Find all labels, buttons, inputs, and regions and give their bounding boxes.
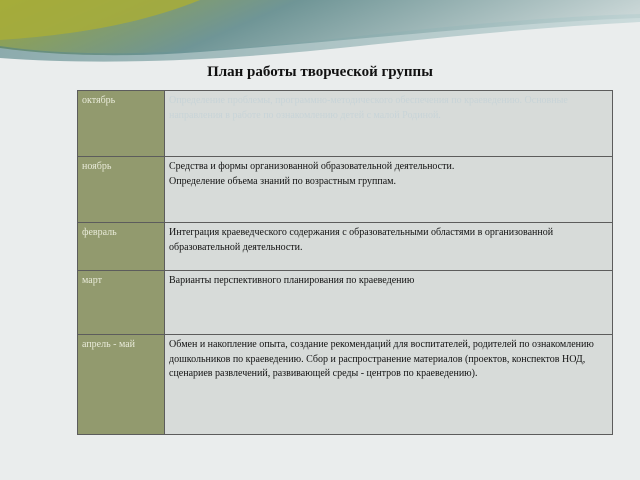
page-title: План работы творческой группы [207, 64, 433, 80]
table-row [78, 271, 613, 335]
task-cell [165, 271, 613, 335]
month-cell: ноябрь [78, 157, 165, 223]
table-row [78, 157, 613, 223]
task-line: Варианты перспективного планирования по краеведению [169, 275, 415, 286]
month-cell: март [78, 271, 165, 335]
table-row [78, 91, 613, 157]
task-line: Обмен и накопление опыта, создание рекомендаций для воспитателей, родителей по ознакомлению дошкольников по краеведению. Сбор и распространение материалов (проектов, конспектов НОД, сценариев развлечений, развивающей среды - центров по краеведению). [169, 339, 594, 379]
plan-table [77, 90, 613, 435]
task-line: Средства и формы организованной образовательной деятельности. [169, 161, 455, 172]
task-line: Определение проблемы, программно-методического обеспечения по краеведению. Основные направления в работе по ознакомлению детей с малой Родиной. [169, 95, 568, 121]
task-line: Определение объема знаний по возрастным группам. [169, 175, 396, 187]
task-cell [165, 91, 613, 157]
task-line: Интеграция краеведческого содержания с образовательными областями в организованной образовательной деятельности. [169, 227, 554, 253]
task-cell [165, 335, 613, 435]
task-cell [165, 223, 613, 271]
month-cell: февраль [78, 223, 165, 271]
table-row [78, 335, 613, 435]
month-cell: апрель - май [78, 335, 165, 435]
table-row [78, 223, 613, 271]
task-cell [165, 157, 613, 223]
month-cell: октябрь [78, 91, 165, 157]
